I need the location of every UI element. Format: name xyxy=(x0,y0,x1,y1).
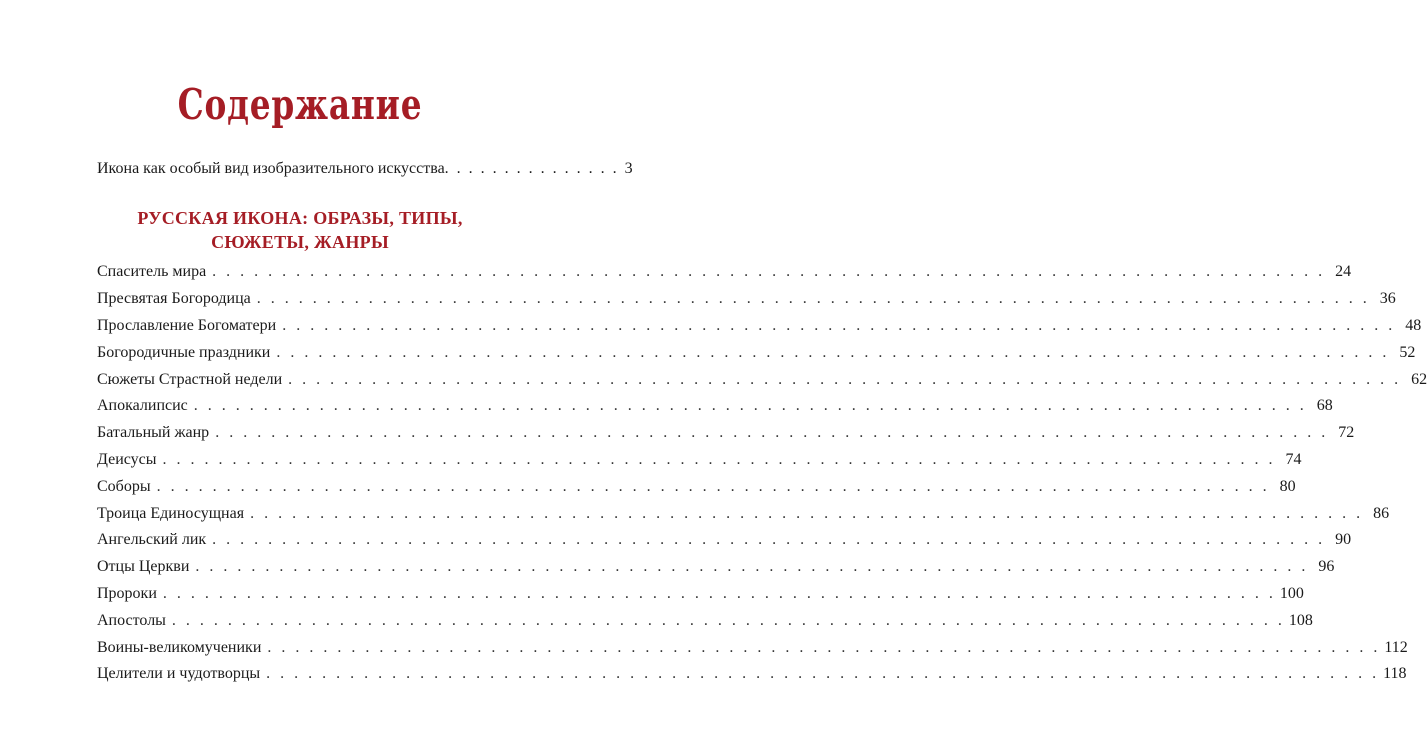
toc-entry-page: 90 xyxy=(1335,531,1352,549)
table-of-contents xyxy=(97,259,1427,688)
toc-entry[interactable] xyxy=(97,286,1396,313)
toc-entry-title: Апокалипсис xyxy=(97,397,188,415)
dot-leader: . . . . . . . . . . . . . . . . . . . . . . . . . . . . . . . . . . . . . . . . . . . . . . . . . . . . . . . . . . . . . . . . . . . . . . . . . . . . . . . . xyxy=(212,263,1326,281)
toc-entry-title: Соборы xyxy=(97,477,151,495)
toc-entry[interactable] xyxy=(97,259,1352,286)
dot-leader: . . . . . . . . . . . . . . . . . . . . . . . . . . . . . . . . . . . . . . . . . . . . . . . . . . . . . . . . . . . . . . . . . . . . . . . . . . . . . . . . xyxy=(250,504,1364,522)
toc-entry-title: Воины-великомученики xyxy=(97,638,262,656)
toc-entry[interactable] xyxy=(97,554,1335,581)
toc-entry-title: Апостолы xyxy=(97,611,166,629)
dot-leader: . . . . . . . . . . . . . . . . . . . . . . . . . . . . . . . . . . . . . . . . . . . . . . . . . . . . . . . . . . . . . . . . . . . . . . . . . . . . . . . . xyxy=(267,638,1381,656)
toc-entry-page: 74 xyxy=(1285,450,1302,468)
toc-entry-page: 36 xyxy=(1379,290,1396,308)
toc-entry-title: Пророки xyxy=(97,584,157,602)
dot-leader: . . . . . . . . . . . . . . . . . . . . . . . . . . . . . . . . . . . . . . . . . . . . . . . . . . . . . . . . . . . . . . . . . . . . . . . . . . . . . . . . xyxy=(171,611,1285,629)
toc-entry-title: Троица Единосущная xyxy=(97,504,245,522)
toc-entry[interactable] xyxy=(97,339,1416,366)
section-heading-line-2: СЮЖЕТЫ, ЖАНРЫ xyxy=(211,232,389,252)
dot-leader: . . . . . . . . . . . . . . . . . . . . . . . . . . . . . . . . . . . . . . . . . . . . . . . . . . . . . . . . . . . . . . . . . . . . . . . . . . . . . . . . xyxy=(256,290,1370,308)
toc-entry-page: 24 xyxy=(1335,263,1352,281)
dot-leader: . . . . . . . . . . . . . . . . . . . . . . . . . . . . . . . . . . . . . . . . . . . . . . . . . . . . . . . . . . . . . . . . . . . . . . . . . . . . . . . . xyxy=(162,584,1276,602)
dot-leader: . . . . . . . . . . . . . . . . . . . . . . . . . . . . . . . . . . . . . . . . . . . . . . . . . . . . . . . . . . . . . . . . . . . . . . . . . . . . . . . . xyxy=(193,397,1307,415)
toc-entry[interactable] xyxy=(97,420,1355,447)
section-heading-line-1: РУССКАЯ ИКОНА: ОБРАЗЫ, ТИПЫ, xyxy=(137,208,463,228)
toc-entry-page: 96 xyxy=(1318,558,1335,576)
toc-entry-title: Прославление Богоматери xyxy=(97,316,277,334)
toc-entry-title: Икона как особый вид изобразительного искусства xyxy=(97,160,445,177)
toc-entry[interactable] xyxy=(97,661,1407,688)
dot-leader: . . . . . . . . . . . . . . . . . . . . . . . . . . . . . . . . . . . . . . . . . . . . . . . . . . . . . . . . . . . . . . . . . . . . . . . . . . . . . . . . xyxy=(266,665,1380,683)
dot-leader: . . . . . . . . . . . . . . . . . . . . . . . . . . . . . . . . . . . . . . . . . . . . . . . . . . . . . . . . . . . . . . . . . . . . . . . . . . . . . . . . xyxy=(162,450,1276,468)
dot-leader: . . . . . . . . . . . . . . . . . . . . . . . . . . . . . . . . . . . . . . . . . . . . . . . . . . . . . . . . . . . . . . . . . . . . . . . . . . . . . . . . xyxy=(212,531,1326,549)
toc-entry-title: Деисусы xyxy=(97,450,157,468)
toc-entry-page: 48 xyxy=(1405,316,1422,334)
toc-entry-page: 52 xyxy=(1399,343,1416,361)
toc-entry-page: 68 xyxy=(1316,397,1333,415)
toc-entry-page: 86 xyxy=(1373,504,1390,522)
toc-entry-title: Ангельский лик xyxy=(97,531,207,549)
toc-entry-title: Спаситель мира xyxy=(97,263,207,281)
toc-entry-title: Богородичные праздники xyxy=(97,343,271,361)
toc-entry[interactable] xyxy=(97,366,1427,393)
dot-leader: . . . . . . . . . . . . . . . . . . . . . . . . . . . . . . . . . . . . . . . . . . . . . . . . . . . . . . . . . . . . . . . . . . . . . . . . . . . . . . . . xyxy=(282,316,1396,334)
toc-entry-page: 118 xyxy=(1383,665,1407,683)
page-title: Содержание xyxy=(177,80,423,129)
toc-entry-title: Батальный жанр xyxy=(97,424,210,442)
toc-entry-title: Целители и чудотворцы xyxy=(97,665,261,683)
dot-leader: . . . . . . . . . . . . . . . . . . . . . . . . . . . . . . . . . . . . . . . . . . . . . . . . . . . . . . . . . . . . . . . . . . . . . . . . . . . . . . . . xyxy=(195,558,1309,576)
dot-leader: . . . . . . . . . . . . . . . xyxy=(444,160,619,177)
toc-entry[interactable] xyxy=(97,313,1422,340)
toc-entry[interactable] xyxy=(97,581,1304,608)
toc-entry-title: Отцы Церкви xyxy=(97,558,190,576)
toc-entry-page: 62 xyxy=(1411,370,1427,388)
toc-entry-title: Сюжеты Страстной недели xyxy=(97,370,283,388)
toc-entry-page: 3 xyxy=(624,160,633,177)
toc-entry-title: Пресвятая Богородица xyxy=(97,290,251,308)
toc-entry-page: 100 xyxy=(1279,584,1304,602)
toc-entry-page: 112 xyxy=(1384,638,1408,656)
toc-entry[interactable] xyxy=(97,473,1296,500)
toc-entry-page: 80 xyxy=(1279,477,1296,495)
toc-entry[interactable] xyxy=(97,634,1408,661)
toc-intro-entry[interactable] xyxy=(97,159,633,179)
toc-entry-page: 72 xyxy=(1338,424,1355,442)
toc-entry[interactable] xyxy=(97,500,1390,527)
dot-leader: . . . . . . . . . . . . . . . . . . . . . . . . . . . . . . . . . . . . . . . . . . . . . . . . . . . . . . . . . . . . . . . . . . . . . . . . . . . . . . . . xyxy=(215,424,1329,442)
toc-entry[interactable] xyxy=(97,607,1313,634)
toc-entry[interactable] xyxy=(97,527,1352,554)
section-heading xyxy=(0,206,600,254)
toc-entry-page: 108 xyxy=(1288,611,1313,629)
toc-entry[interactable] xyxy=(97,447,1302,474)
dot-leader: . . . . . . . . . . . . . . . . . . . . . . . . . . . . . . . . . . . . . . . . . . . . . . . . . . . . . . . . . . . . . . . . . . . . . . . . . . . . . . . . xyxy=(156,477,1270,495)
dot-leader: . . . . . . . . . . . . . . . . . . . . . . . . . . . . . . . . . . . . . . . . . . . . . . . . . . . . . . . . . . . . . . . . . . . . . . . . . . . . . . . . xyxy=(276,343,1390,361)
dot-leader: . . . . . . . . . . . . . . . . . . . . . . . . . . . . . . . . . . . . . . . . . . . . . . . . . . . . . . . . . . . . . . . . . . . . . . . . . . . . . . . . xyxy=(288,370,1402,388)
toc-entry[interactable] xyxy=(97,393,1333,420)
